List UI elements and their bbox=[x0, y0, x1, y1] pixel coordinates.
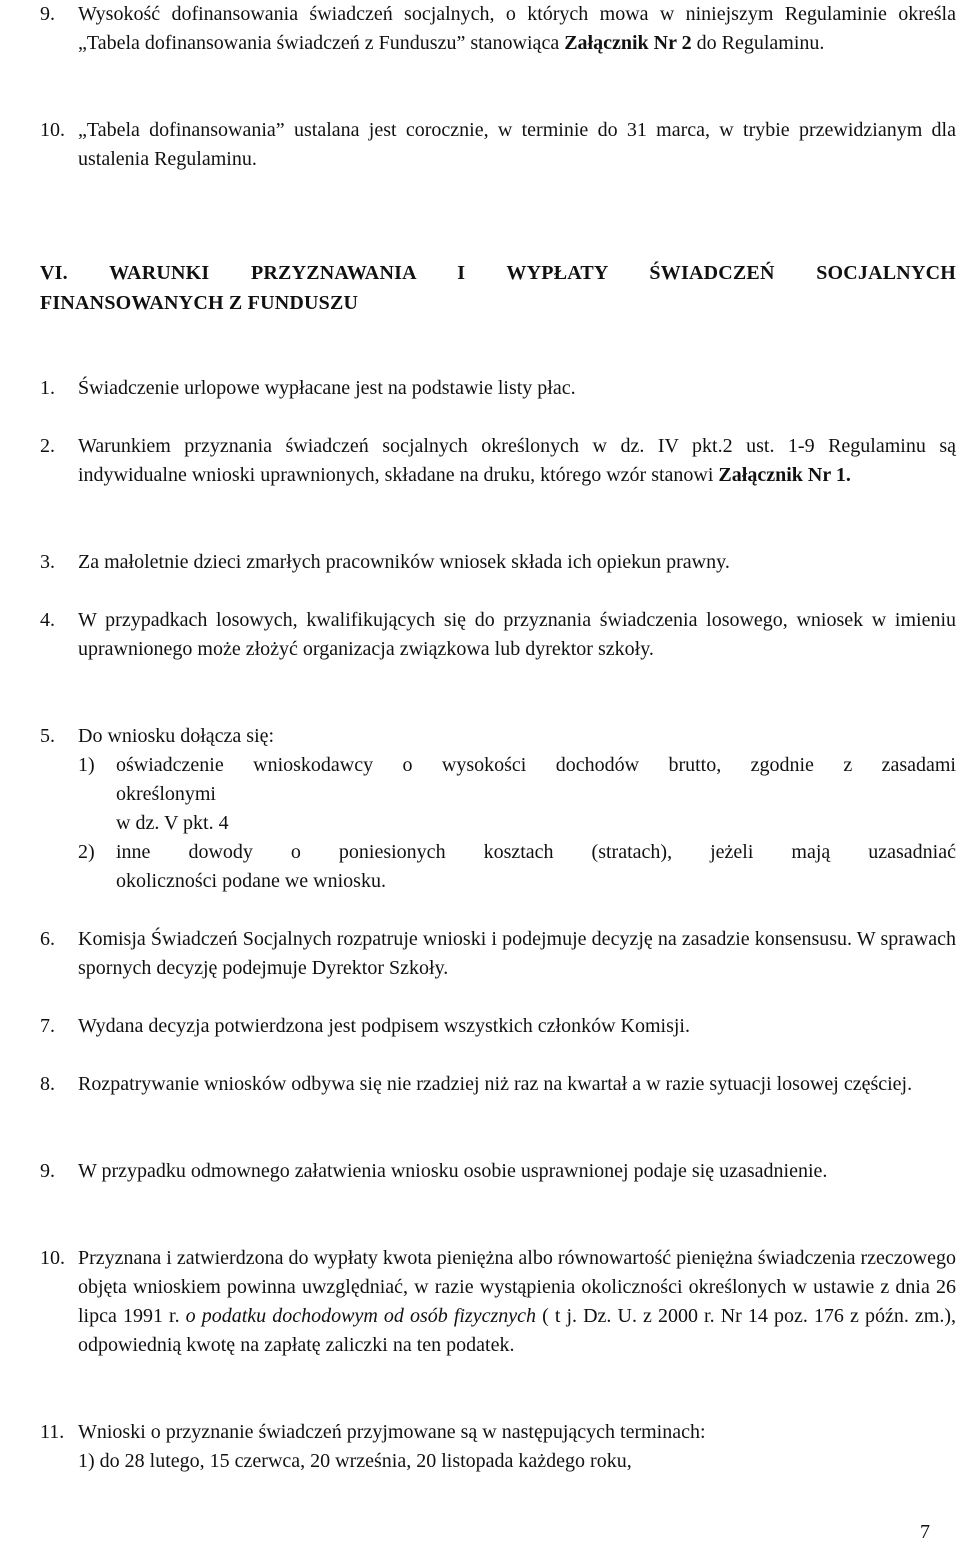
item-text: Przyznana i zatwierdzona do wypłaty kwota pieniężna albo równowartość pieniężna świadczenia rzeczowego objęta wnioskiem powinna uwzględniać, w razie wystąpienia okoliczności określonych w ustawie z dnia 26 lipca 1991 r. o podatku dochodowym od osób fizycznych ( t j. Dz. U. z 2000 r. Nr 14 poz. 176 z późn. zm.), odpowiednią kwotę na zapłatę zaliczki na ten podatek. bbox=[78, 1247, 956, 1356]
item-text: Za małoletnie dzieci zmarłych pracowników wniosek składa ich opiekun prawny. bbox=[78, 551, 730, 573]
sub-item-text: oświadczenie wnioskodawcy o wysokości dochodów brutto, zgodnie z zasadami określonymi w dz. V pkt. 4 bbox=[116, 754, 956, 834]
act-title: o podatku dochodowym od osób fizycznych bbox=[185, 1305, 537, 1327]
annex-reference: Załącznik Nr 2 bbox=[564, 32, 692, 54]
item-number: 4. bbox=[40, 609, 55, 631]
sub-item-1 bbox=[78, 751, 956, 838]
paragraph-item-3 bbox=[40, 548, 956, 577]
item-number: 3. bbox=[40, 551, 55, 573]
section-heading-line-1: VI. WARUNKI PRZYZNAWANIA I WYPŁATY ŚWIADCZEŃ SOCJALNYCH bbox=[40, 262, 956, 284]
item-number: 9. bbox=[40, 3, 55, 25]
item-text: Komisja Świadczeń Socjalnych rozpatruje wnioski i podejmuje decyzję na zasadzie konsensusu. W sprawach spornych decyzję podejmuje Dyrektor Szkoły. bbox=[78, 928, 956, 979]
paragraph-item-10 bbox=[40, 116, 956, 174]
sub-item-number: 2) bbox=[78, 841, 95, 863]
item-text: Rozpatrywanie wniosków odbywa się nie rzadziej niż raz na kwartał a w razie sytuacji losowej częściej. bbox=[78, 1073, 913, 1095]
paragraph-item-10b bbox=[40, 1244, 956, 1360]
item-text: Wydana decyzja potwierdzona jest podpisem wszystkich członków Komisji. bbox=[78, 1015, 690, 1037]
item-number: 11. bbox=[40, 1421, 65, 1443]
paragraph-item-1 bbox=[40, 374, 956, 403]
annex-reference: Załącznik Nr 1. bbox=[718, 464, 851, 486]
paragraph-item-2 bbox=[40, 432, 956, 490]
item-number: 5. bbox=[40, 725, 55, 747]
paragraph-item-8 bbox=[40, 1070, 956, 1099]
paragraph-item-9 bbox=[40, 0, 956, 58]
item-number: 1. bbox=[40, 377, 55, 399]
paragraph-item-9b bbox=[40, 1157, 956, 1186]
sub-item-number: 1) bbox=[78, 754, 95, 776]
paragraph-item-11 bbox=[40, 1418, 956, 1476]
item-text: Do wniosku dołącza się: bbox=[78, 725, 275, 747]
paragraph-item-6 bbox=[40, 925, 956, 983]
item-number: 9. bbox=[40, 1160, 55, 1182]
sub-item-text: inne dowody o poniesionych kosztach (stratach), jeżeli mają uzasadniać okoliczności podane we wniosku. bbox=[116, 841, 956, 892]
item-text: Wnioski o przyznanie świadczeń przyjmowane są w następujących terminach: 1) do 28 lutego, 15 czerwca, 20 września, 20 listopada każdego roku, bbox=[78, 1421, 706, 1472]
sub-item-2 bbox=[78, 838, 956, 896]
item-number: 2. bbox=[40, 435, 55, 457]
section-heading-line-2: FINANSOWANYCH Z FUNDUSZU bbox=[40, 292, 359, 314]
item-number: 6. bbox=[40, 928, 55, 950]
paragraph-item-5 bbox=[40, 722, 956, 751]
item-text: „Tabela dofinansowania” ustalana jest corocznie, w terminie do 31 marca, w trybie przewidzianym dla ustalenia Regulaminu. bbox=[78, 119, 956, 170]
item-text: Świadczenie urlopowe wypłacane jest na podstawie listy płac. bbox=[78, 377, 576, 399]
item-number: 10. bbox=[40, 1247, 65, 1269]
item-text: W przypadkach losowych, kwalifikujących się do przyznania świadczenia losowego, wniosek w imieniu uprawnionego może złożyć organizacja związkowa lub dyrektor szkoły. bbox=[78, 609, 956, 660]
section-heading bbox=[40, 258, 956, 318]
item-text: Wysokość dofinansowania świadczeń socjalnych, o których mowa w niniejszym Regulaminie określa „Tabela dofinansowania świadczeń z Funduszu” stanowiąca Załącznik Nr 2 do Regulaminu. bbox=[78, 3, 956, 54]
page-number: 7 bbox=[920, 1521, 930, 1543]
item-number: 10. bbox=[40, 119, 65, 141]
paragraph-item-7 bbox=[40, 1012, 956, 1041]
paragraph-item-4 bbox=[40, 606, 956, 664]
item-number: 7. bbox=[40, 1015, 55, 1037]
item-number: 8. bbox=[40, 1073, 55, 1095]
item-text: W przypadku odmownego załatwienia wniosku osobie usprawnionej podaje się uzasadnienie. bbox=[78, 1160, 828, 1182]
item-text: Warunkiem przyznania świadczeń socjalnych określonych w dz. IV pkt.2 ust. 1-9 Regulaminu są indywidualne wnioski uprawnionych, składane na druku, którego wzór stanowi Załącznik Nr 1. bbox=[78, 435, 956, 486]
